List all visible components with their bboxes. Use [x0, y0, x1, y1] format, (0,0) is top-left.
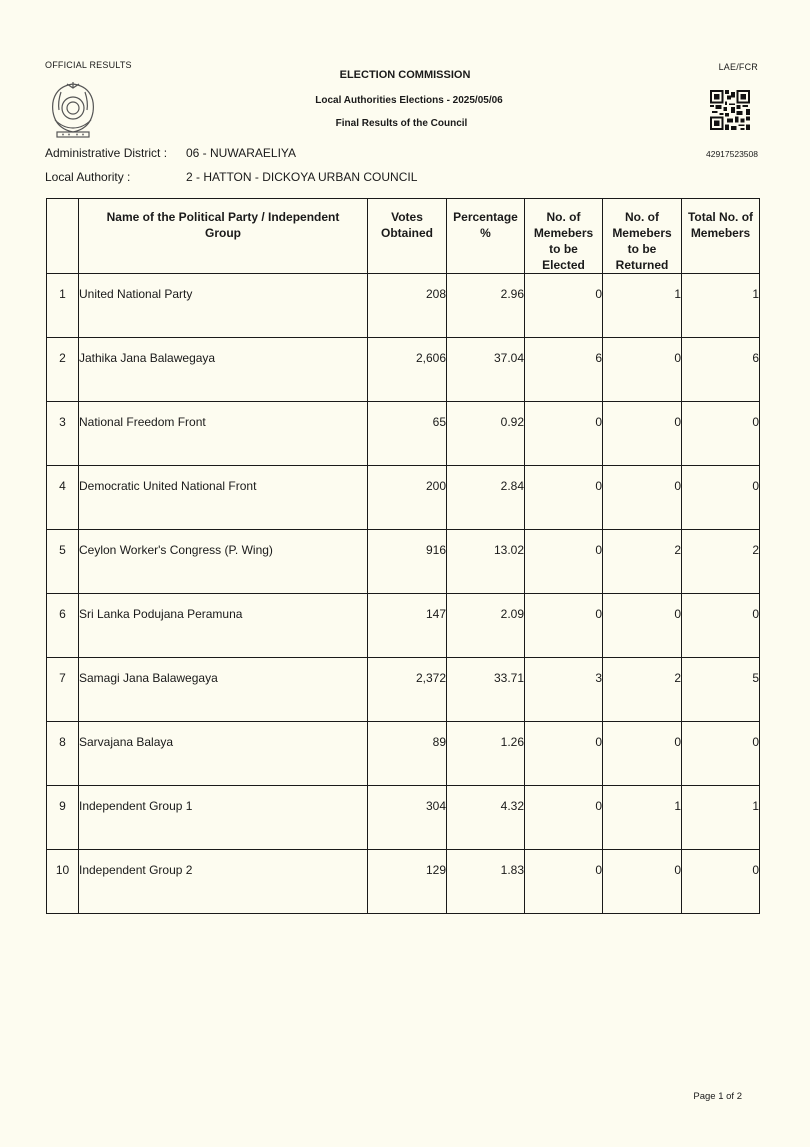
row-number: 8 [47, 722, 79, 786]
party-name: Independent Group 1 [79, 786, 368, 850]
party-name: Sarvajana Balaya [79, 722, 368, 786]
members-elected: 0 [525, 850, 603, 914]
table-row [47, 274, 760, 338]
total-members: 0 [682, 722, 760, 786]
vote-percentage: 0.92 [447, 402, 525, 466]
members-returned: 2 [603, 658, 682, 722]
official-results-label: OFFICIAL RESULTS [45, 60, 132, 70]
party-name: National Freedom Front [79, 402, 368, 466]
party-name: Independent Group 2 [79, 850, 368, 914]
party-name: Democratic United National Front [79, 466, 368, 530]
members-returned: 1 [603, 274, 682, 338]
members-elected: 0 [525, 466, 603, 530]
members-elected: 3 [525, 658, 603, 722]
party-name: Samagi Jana Balawegaya [79, 658, 368, 722]
members-returned: 2 [603, 530, 682, 594]
members-returned: 0 [603, 850, 682, 914]
votes-obtained: 147 [368, 594, 447, 658]
table-row [47, 594, 760, 658]
sri-lanka-emblem-icon [43, 80, 103, 140]
party-name: Ceylon Worker's Congress (P. Wing) [79, 530, 368, 594]
vote-percentage: 33.71 [447, 658, 525, 722]
votes-obtained: 200 [368, 466, 447, 530]
column-header-members-returned: No. of Memebers to be Returned [603, 199, 682, 274]
members-elected: 0 [525, 530, 603, 594]
row-number: 1 [47, 274, 79, 338]
party-name: Jathika Jana Balawegaya [79, 338, 368, 402]
table-row [47, 338, 760, 402]
total-members: 1 [682, 786, 760, 850]
members-returned: 0 [603, 594, 682, 658]
members-elected: 0 [525, 402, 603, 466]
row-number: 2 [47, 338, 79, 402]
row-number: 3 [47, 402, 79, 466]
column-header-percentage: Percentage % [447, 199, 525, 274]
votes-obtained: 2,606 [368, 338, 447, 402]
row-number: 6 [47, 594, 79, 658]
column-header-votes: Votes Obtained [368, 199, 447, 274]
column-header-number [47, 199, 79, 274]
district-value: 06 - NUWARAELIYA [186, 146, 297, 160]
total-members: 1 [682, 274, 760, 338]
results-table [46, 198, 760, 914]
final-results-heading: Final Results of the Council [335, 118, 468, 129]
party-name: United National Party [79, 274, 368, 338]
votes-obtained: 208 [368, 274, 447, 338]
table-row [47, 466, 760, 530]
column-header-members-elected: No. of Memebers to be Elected [525, 199, 603, 274]
document-number: 42917523508 [705, 149, 758, 159]
total-members: 0 [682, 850, 760, 914]
total-members: 0 [682, 594, 760, 658]
votes-obtained: 2,372 [368, 658, 447, 722]
members-elected: 0 [525, 786, 603, 850]
row-number: 9 [47, 786, 79, 850]
page-title: ELECTION COMMISSION [339, 69, 471, 81]
members-returned: 0 [603, 466, 682, 530]
members-returned: 0 [603, 722, 682, 786]
row-number: 10 [47, 850, 79, 914]
total-members: 2 [682, 530, 760, 594]
vote-percentage: 4.32 [447, 786, 525, 850]
row-number: 5 [47, 530, 79, 594]
members-elected: 0 [525, 722, 603, 786]
table-row [47, 658, 760, 722]
table-row [47, 722, 760, 786]
total-members: 5 [682, 658, 760, 722]
table-header-row [47, 199, 760, 274]
vote-percentage: 2.96 [447, 274, 525, 338]
table-row [47, 786, 760, 850]
qr-code-icon [710, 90, 750, 130]
members-elected: 0 [525, 594, 603, 658]
vote-percentage: 37.04 [447, 338, 525, 402]
total-members: 0 [682, 402, 760, 466]
vote-percentage: 2.84 [447, 466, 525, 530]
election-subtitle: Local Authorities Elections - 2025/05/06 [315, 95, 503, 106]
votes-obtained: 304 [368, 786, 447, 850]
column-header-party-name: Name of the Political Party / Independent Group [79, 199, 368, 274]
members-elected: 6 [525, 338, 603, 402]
members-returned: 0 [603, 402, 682, 466]
total-members: 6 [682, 338, 760, 402]
authority-value: 2 - HATTON - DICKOYA URBAN COUNCIL [186, 170, 418, 184]
row-number: 7 [47, 658, 79, 722]
row-number: 4 [47, 466, 79, 530]
table-row [47, 530, 760, 594]
authority-label: Local Authority : [45, 170, 131, 184]
members-returned: 1 [603, 786, 682, 850]
votes-obtained: 129 [368, 850, 447, 914]
table-row [47, 402, 760, 466]
vote-percentage: 1.26 [447, 722, 525, 786]
column-header-total-members: Total No. of Memebers [682, 199, 760, 274]
members-elected: 0 [525, 274, 603, 338]
total-members: 0 [682, 466, 760, 530]
table-row [47, 850, 760, 914]
votes-obtained: 65 [368, 402, 447, 466]
vote-percentage: 1.83 [447, 850, 525, 914]
form-code: LAE/FCR [718, 62, 758, 72]
votes-obtained: 89 [368, 722, 447, 786]
district-label: Administrative District : [45, 146, 168, 160]
party-name: Sri Lanka Podujana Peramuna [79, 594, 368, 658]
members-returned: 0 [603, 338, 682, 402]
vote-percentage: 2.09 [447, 594, 525, 658]
votes-obtained: 916 [368, 530, 447, 594]
page-number: Page 1 of 2 [693, 1091, 742, 1102]
vote-percentage: 13.02 [447, 530, 525, 594]
